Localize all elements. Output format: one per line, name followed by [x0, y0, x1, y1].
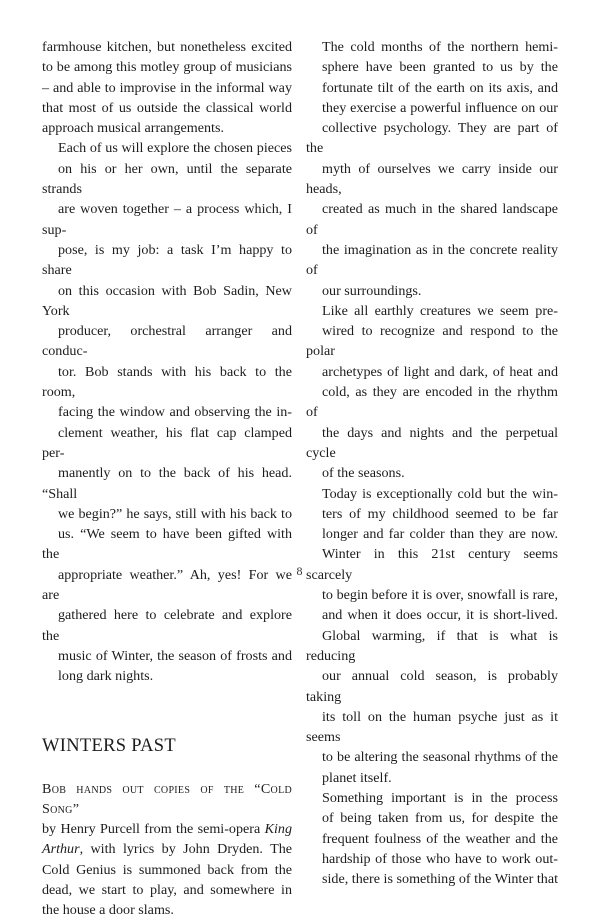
text-line: the house a door slams.: [42, 902, 174, 919]
text-line: tor. Bob stands with his back to the room,: [42, 363, 292, 401]
text-line: Like all earthly creatures we seem pre-: [322, 302, 558, 319]
text-line: our annual cold season, is probably taking: [306, 668, 558, 705]
text-line: ters of my childhood seemed to be far: [322, 505, 558, 522]
text-line: to be among this motley group of musicians: [42, 59, 292, 76]
text-line: the imagination as in the concrete reality of: [306, 241, 558, 279]
text-line: of the seasons.: [322, 465, 405, 482]
text-line: Today is exceptionally cold but the win-: [322, 485, 558, 502]
text-line: planet itself.: [322, 769, 392, 786]
left-paragraph-2: [42, 138, 292, 686]
left-column: [42, 37, 292, 921]
text-line: they exercise a powerful influence on our: [322, 99, 558, 116]
text-line: Winter in this 21st century seems scarcely: [306, 546, 558, 583]
right-column: [306, 37, 558, 889]
right-paragraph-4: [306, 788, 558, 889]
text-line: to begin before it is over, snowfall is rare,: [322, 587, 558, 604]
text-line: sphere have been granted to us by the: [322, 59, 558, 76]
text-line: we begin?” he says, still with his back to: [58, 505, 292, 522]
text-line: The cold months of the northern hemi-: [322, 39, 558, 55]
text-line: gathered here to celebrate and explore the: [42, 607, 292, 644]
text-line: our surroundings.: [322, 282, 422, 299]
text-line: collective psychology. They are part of the: [306, 120, 558, 157]
title-king: King: [264, 821, 292, 838]
text-line: on this occasion with Bob Sadin, New York: [42, 282, 292, 319]
text-line: us. “We seem to have been gifted with the: [42, 526, 292, 563]
text-line: the days and nights and the perpetual cycle: [306, 424, 558, 461]
text-line: of being taken from us, for despite the: [322, 810, 558, 827]
text-line: farmhouse kitchen, but nonetheless excited: [42, 39, 292, 55]
text-line: music of Winter, the season of frosts and: [58, 647, 292, 664]
right-paragraph-3: [306, 484, 558, 788]
section-heading: WINTERS PAST: [42, 735, 176, 756]
text-line: frequent foulness of the weather and the: [322, 830, 558, 847]
text-line: Cold Genius is summoned back from the: [42, 861, 292, 878]
text-line: on his or her own, until the separate strands: [42, 160, 292, 198]
text-line: hardship of those who have to work out-: [322, 850, 558, 867]
text-line: archetypes of light and dark, of heat and: [322, 363, 558, 380]
text-line: Global warming, if that is what is reducing: [306, 627, 558, 664]
text-line: that most of us outside the classical world: [42, 99, 292, 116]
text-line: created as much in the shared landscape of: [306, 201, 558, 238]
text-line: and when it does occur, it is short-lived.: [322, 607, 558, 624]
text-line: – and able to improvise in the informal way: [42, 79, 292, 96]
text-line: approach musical arrangements.: [42, 120, 224, 137]
left-paragraph-1: [42, 37, 292, 138]
smallcaps-lead: Bob hands out copies of the “Cold Song”: [42, 780, 292, 817]
text-line: cold, as they are encoded in the rhythm of: [306, 384, 558, 421]
right-paragraph-1: [306, 37, 558, 301]
text-line: to be altering the seasonal rhythms of the: [322, 749, 558, 766]
text-line: its toll on the human psyche just as it seems: [306, 708, 558, 746]
text-line: clement weather, his flat cap clamped per-: [42, 424, 292, 461]
text-line: appropriate weather.” Ah, yes! For we are: [42, 566, 292, 604]
text-line: pose, is my job: a task I’m happy to share: [42, 241, 292, 279]
text-line: side, there is something of the Winter that: [322, 871, 558, 888]
text-line: facing the window and observing the in-: [58, 404, 292, 421]
text-line: wired to recognize and respond to the polar: [306, 323, 558, 360]
text-line: Each of us will explore the chosen pieces: [58, 140, 292, 157]
text-line: are woven together – a process which, I sup-: [42, 201, 292, 238]
text-line: myth of ourselves we carry inside our heads,: [306, 160, 558, 198]
text-line: fortunate tilt of the earth on its axis, and: [322, 79, 558, 96]
text-line: longer and far colder than they are now.: [322, 526, 558, 543]
text-line: producer, orchestral arranger and conduc-: [42, 323, 292, 360]
text-line: Something important is in the process: [322, 789, 558, 806]
text-line: dead, we start to play, and somewhere in: [42, 881, 292, 898]
right-paragraph-2: [306, 301, 558, 484]
text-line: long dark nights.: [58, 668, 154, 685]
title-arthur: Arthur: [42, 841, 80, 858]
left-paragraph-3: Bob hands out copies of the “Cold Song” by Henry Purcell from the semi-opera King Arthur, with lyrics by John Dryden. The Cold Genius is summoned back from the dead, we start to play, and somewhere in the house a door slams.: [42, 779, 292, 921]
text-line: manently on to the back of his head. “Shall: [42, 465, 292, 502]
page-number: 8: [296, 564, 303, 578]
